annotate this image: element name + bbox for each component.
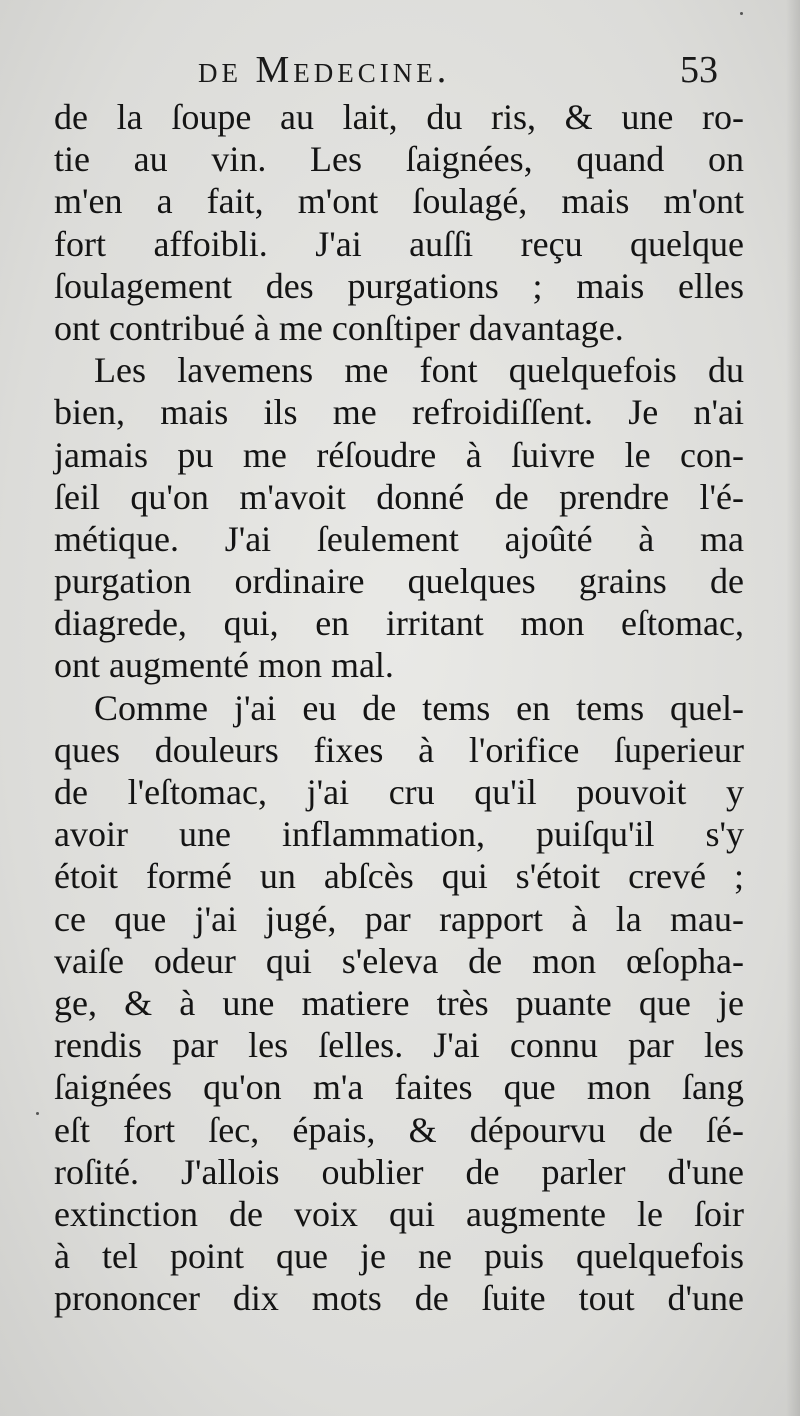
body-text: [54, 96, 744, 1319]
text-line: m'en a fait, m'ont ſoulagé, mais m'ont: [54, 181, 744, 222]
text-line: avoir une inflammation, puiſqu'il s'y: [54, 814, 744, 855]
text-line: prononcer dix mots de ſuite tout d'une: [54, 1278, 744, 1319]
text-line: tie au vin. Les ſaignées, quand on: [54, 139, 744, 180]
text-line: extinction de voix qui augmente le ſoir: [54, 1193, 744, 1234]
text-line: de la ſoupe au lait, du ris, & une ro-: [54, 97, 744, 137]
page-edge-shadow: [786, 0, 800, 1416]
paper-speck: [740, 12, 743, 15]
text-line: rendis par les ſelles. J'ai connu par les: [54, 1025, 744, 1066]
text-line: étoit formé un abſcès qui s'étoit crevé ;: [54, 856, 744, 897]
paragraph: [54, 349, 744, 687]
text-line: fort affoibli. J'ai auſſi reçu quelque: [54, 223, 744, 264]
text-line: ont augmenté mon mal.: [54, 645, 394, 686]
text-line: vaiſe odeur qui s'eleva de mon œſopha-: [54, 940, 744, 981]
text-line: bien, mais ils me refroidiſſent. Je n'ai: [54, 392, 744, 433]
page-number: 53: [680, 49, 718, 91]
paragraph: [54, 687, 744, 1320]
text-line: jamais pu me réſoudre à ſuivre le con-: [54, 434, 744, 475]
text-line: diagrede, qui, en irritant mon eſtomac,: [54, 603, 744, 644]
paper-speck: [36, 1112, 39, 1115]
text-line: Comme j'ai eu de tems en tems quel-: [94, 687, 744, 728]
text-line: ce que j'ai jugé, par rapport à la mau-: [54, 898, 744, 939]
text-line: ont contribué à me conſtiper davantage.: [54, 307, 624, 348]
text-line: ſeil qu'on m'avoit donné de prendre l'é-: [54, 476, 744, 517]
paragraph: [54, 96, 744, 349]
running-title: de Medecine.: [198, 49, 451, 91]
text-line: roſité. J'allois oublier de parler d'une: [54, 1151, 744, 1192]
text-line: métique. J'ai ſeulement ajoûté à ma: [54, 518, 744, 559]
text-line: ſaignées qu'on m'a faites que mon ſang: [54, 1067, 744, 1108]
text-line: de l'eſtomac, j'ai cru qu'il pouvoit y: [54, 772, 744, 812]
text-line: eſt fort ſec, épais, & dépourvu de ſé-: [54, 1109, 744, 1150]
text-line: ge, & à une matiere très puante que je: [54, 982, 744, 1023]
text-line: à tel point que je ne puis quelquefois: [54, 1236, 744, 1277]
text-line: ſoulagement des purgations ; mais elles: [54, 265, 744, 306]
text-line: Les lavemens me font quelquefois du: [94, 350, 744, 391]
text-line: ques douleurs fixes à l'orifice ſuperieur: [54, 729, 744, 770]
running-head: [198, 48, 718, 98]
text-line: purgation ordinaire quelques grains de: [54, 561, 744, 602]
